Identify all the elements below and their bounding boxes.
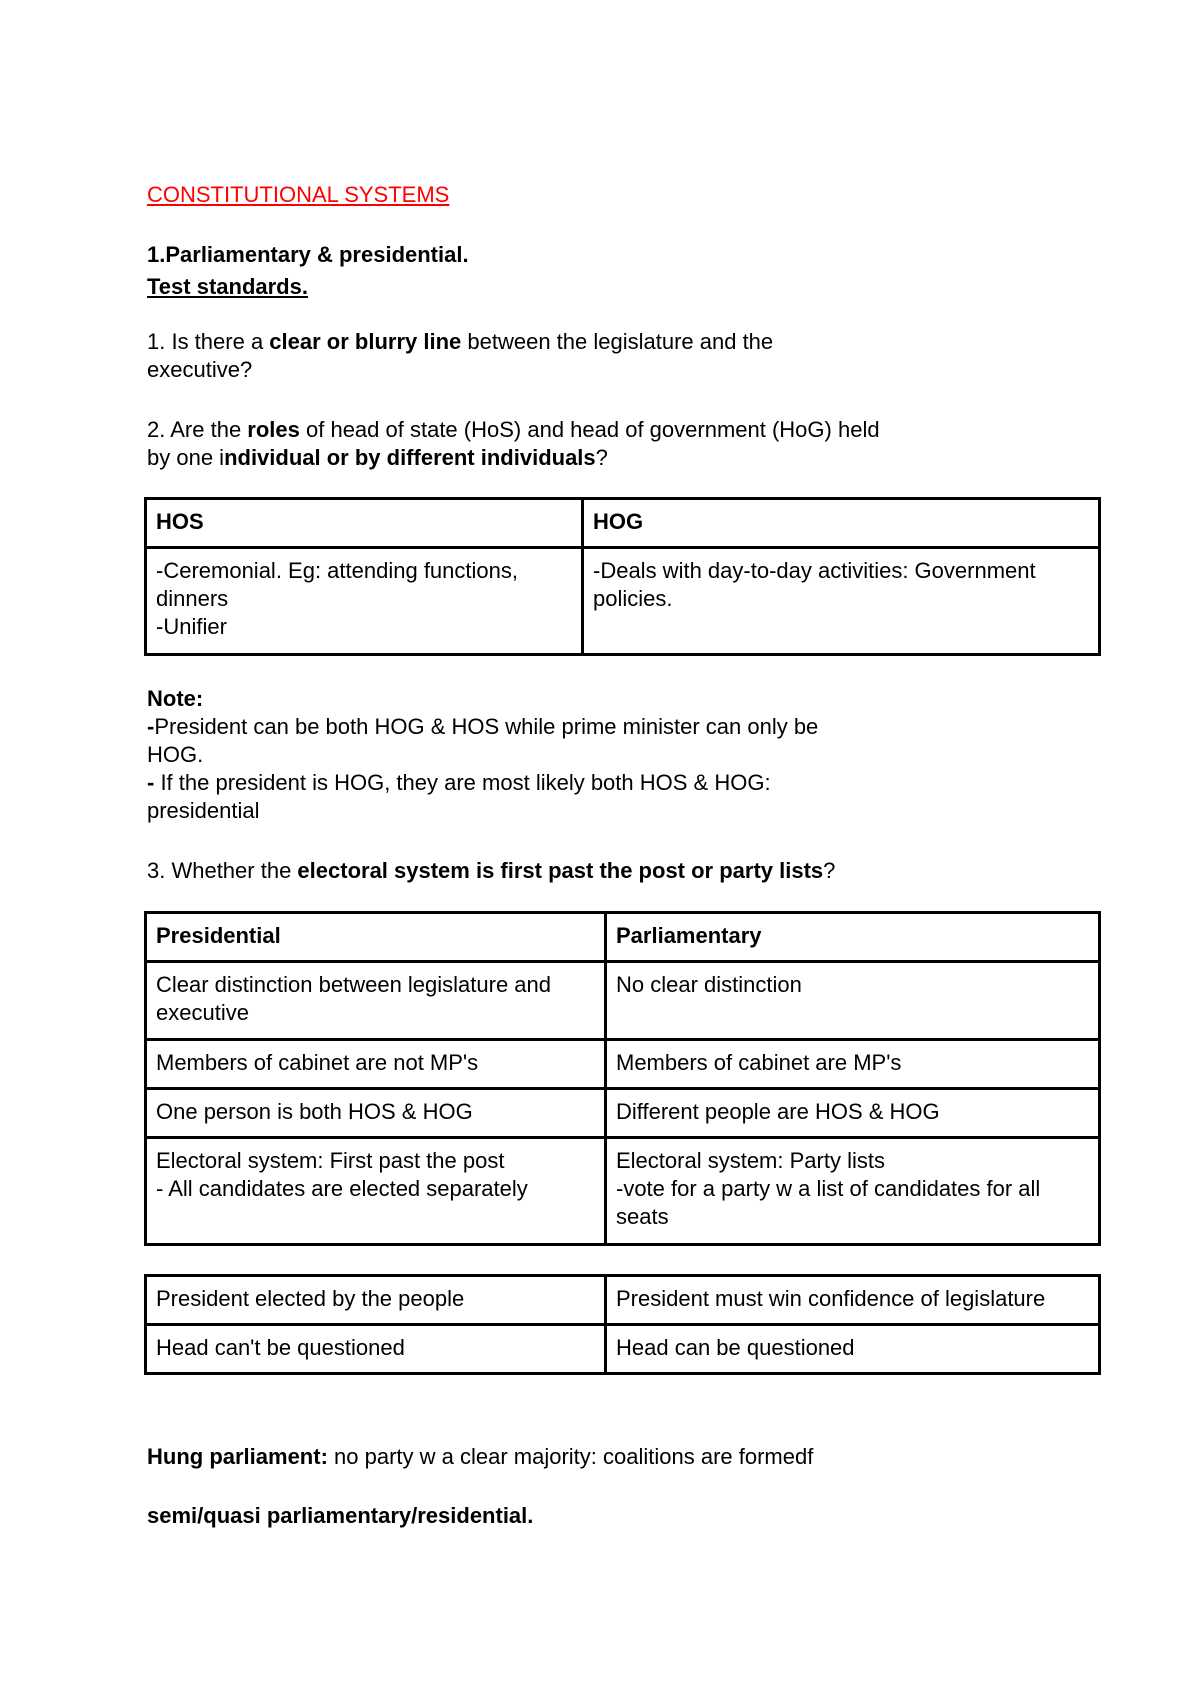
note-line-2: HOG. bbox=[147, 742, 204, 767]
question-2-line-2 bbox=[147, 444, 608, 472]
q1-prefix: 1. Is there a bbox=[147, 329, 270, 354]
table-cell bbox=[583, 548, 1100, 655]
cell-line: -Unifier bbox=[156, 614, 227, 639]
q1-bold: clear or blurry line bbox=[269, 329, 462, 354]
section-subheading: Test standards. bbox=[147, 274, 308, 299]
q2-line2-suffix: ? bbox=[595, 445, 608, 470]
table-cell bbox=[606, 1138, 1100, 1245]
q1-suffix: between the legislature and the bbox=[461, 329, 774, 354]
note-line-3 bbox=[147, 769, 771, 797]
cell-line: -Deals with day-to-day activities: Government bbox=[593, 558, 1036, 583]
cell-line: Members of cabinet are MP's bbox=[616, 1050, 902, 1075]
cell-line: Members of cabinet are not MP's bbox=[156, 1050, 479, 1075]
q3-suffix: ? bbox=[823, 858, 836, 883]
cell-line: -Ceremonial. Eg: attending functions, bbox=[156, 558, 518, 583]
table-cell bbox=[146, 1040, 606, 1089]
table-cell bbox=[606, 962, 1100, 1040]
question-2-line-1 bbox=[147, 416, 880, 444]
table-cell: President must win confidence of legislature bbox=[606, 1276, 1100, 1325]
table-cell: Head can't be questioned bbox=[146, 1325, 606, 1374]
selection-accountability-table bbox=[144, 1274, 1101, 1375]
table-cell bbox=[606, 1089, 1100, 1138]
document-title: CONSTITUTIONAL SYSTEMS bbox=[147, 182, 450, 207]
table-row bbox=[146, 1089, 1100, 1138]
note-line-1 bbox=[147, 713, 818, 741]
table-header-cell: HOS bbox=[146, 499, 583, 548]
cell-line: No clear distinction bbox=[616, 972, 802, 997]
question-1-line-1 bbox=[147, 328, 773, 356]
cell-line: Electoral system: First past the post bbox=[156, 1148, 505, 1173]
hung-label: Hung parliament: bbox=[147, 1444, 328, 1469]
cell-line: policies. bbox=[593, 586, 673, 611]
cell-line: - All candidates are elected separately bbox=[156, 1176, 528, 1201]
note-text: President can be both HOG & HOS while prime minister can only be bbox=[154, 714, 819, 739]
cell-line: Electoral system: Party lists bbox=[616, 1148, 885, 1173]
cell-line: dinners bbox=[156, 586, 229, 611]
section-heading: 1.Parliamentary & presidential. bbox=[147, 242, 469, 267]
note-label: Note: bbox=[147, 686, 204, 711]
table-row bbox=[146, 1138, 1100, 1245]
table-cell bbox=[146, 962, 606, 1040]
table-cell bbox=[146, 1138, 606, 1245]
table-row bbox=[146, 962, 1100, 1040]
table-header-cell: HOG bbox=[583, 499, 1100, 548]
q2-bold-roles: roles bbox=[247, 417, 300, 442]
table-cell bbox=[146, 1089, 606, 1138]
q2-bold-individuals: ndividual or by different individuals bbox=[224, 445, 596, 470]
cell-line: Different people are HOS & HOG bbox=[616, 1099, 940, 1124]
q2-prefix: 2. Are the bbox=[147, 417, 248, 442]
table-row bbox=[146, 1040, 1100, 1089]
hung-parliament-line bbox=[147, 1443, 813, 1471]
cell-line: seats bbox=[616, 1204, 669, 1229]
table-cell: President elected by the people bbox=[146, 1276, 606, 1325]
q2-middle: of head of state (HoS) and head of government (HoG) held bbox=[299, 417, 880, 442]
presidential-parliamentary-table bbox=[144, 911, 1101, 1246]
hung-text: no party w a clear majority: coalitions are formedf bbox=[327, 1444, 814, 1469]
question-3 bbox=[147, 857, 835, 885]
table-cell: Head can be questioned bbox=[606, 1325, 1100, 1374]
table-cell bbox=[606, 1040, 1100, 1089]
q3-bold: electoral system is first past the post or party lists bbox=[297, 858, 824, 883]
q3-prefix: 3. Whether the bbox=[147, 858, 298, 883]
table-header-cell: Presidential bbox=[146, 913, 606, 962]
question-1-line-2: executive? bbox=[147, 357, 253, 382]
hos-hog-table bbox=[144, 497, 1101, 656]
table-row bbox=[146, 1325, 1100, 1374]
note-text: If the president is HOG, they are most likely both HOS & HOG: bbox=[154, 770, 771, 795]
note-dash: - bbox=[147, 714, 155, 739]
note-dash: - bbox=[147, 770, 155, 795]
semi-quasi-heading: semi/quasi parliamentary/residential. bbox=[147, 1503, 534, 1528]
cell-line: Clear distinction between legislature and bbox=[156, 972, 552, 997]
table-row bbox=[146, 1276, 1100, 1325]
cell-line: One person is both HOS & HOG bbox=[156, 1099, 473, 1124]
q2-line2-prefix: by one i bbox=[147, 445, 225, 470]
table-cell bbox=[146, 548, 583, 655]
cell-line: -vote for a party w a list of candidates for all bbox=[616, 1176, 1041, 1201]
table-header-cell: Parliamentary bbox=[606, 913, 1100, 962]
note-line-4: presidential bbox=[147, 798, 260, 823]
cell-line: executive bbox=[156, 1000, 249, 1025]
